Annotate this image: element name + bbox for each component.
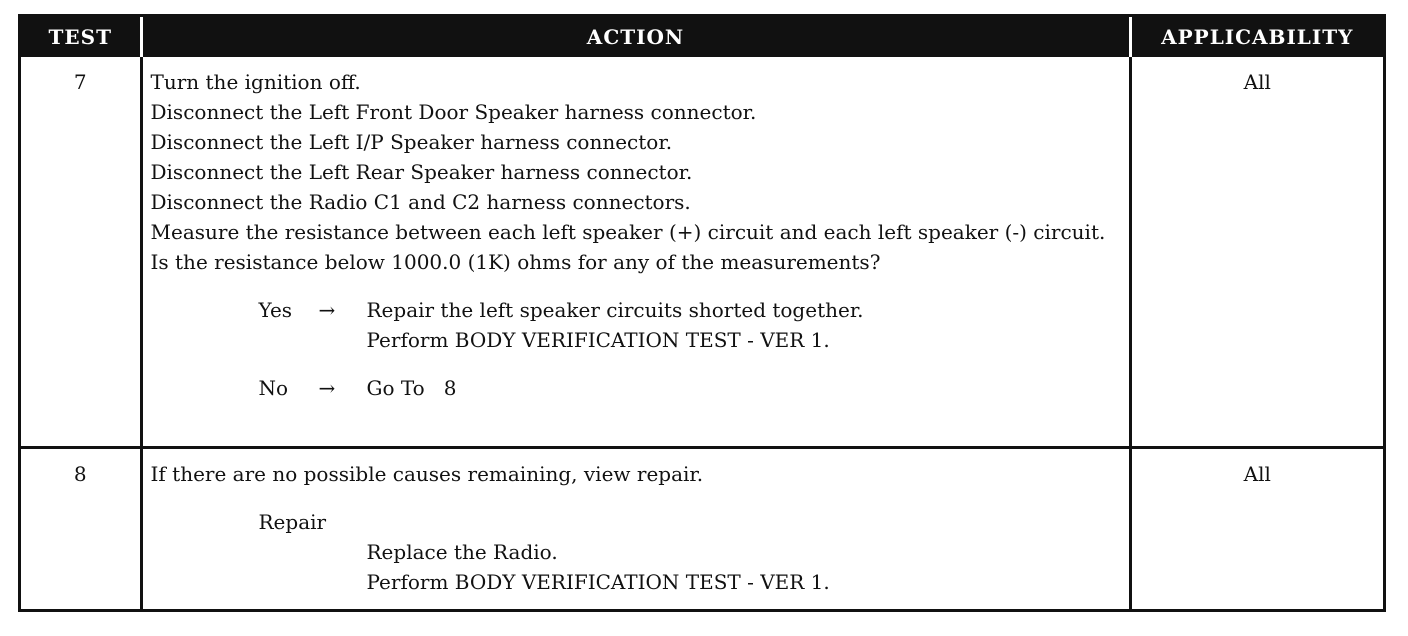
test-number: 8: [21, 447, 141, 612]
column-header-applicability: APPLICABILITY: [1130, 17, 1383, 57]
table-header-row: [21, 17, 1383, 57]
repair-step: Replace the Radio.: [366, 539, 558, 564]
action-step: Disconnect the Left Rear Speaker harness connector.: [150, 160, 693, 184]
action-step: If there are no possible causes remaining, view repair.: [150, 461, 704, 486]
action-question: Is the resistance below 1000.0 (1K) ohms for any of the measurements?: [150, 250, 881, 274]
right-arrow-icon: →: [318, 298, 336, 322]
column-header-action: ACTION: [141, 17, 1130, 57]
repair-step: Perform BODY VERIFICATION TEST - VER 1.: [366, 569, 830, 594]
right-arrow-icon: →: [318, 376, 336, 400]
table-row-test-7: [21, 57, 1383, 447]
answer-yes-step: Repair the left speaker circuits shorted together.: [366, 298, 864, 322]
answer-no-label: No: [258, 376, 289, 400]
applicability-value: All: [1130, 447, 1383, 612]
action-step: Measure the resistance between each left speaker (+) circuit and each left speaker (-) circuit.: [150, 220, 1106, 244]
answer-yes-label: Yes: [258, 298, 293, 322]
test-number: 7: [73, 70, 87, 94]
repair-label: Repair: [258, 509, 327, 534]
applicability-value: All: [1130, 57, 1383, 447]
answer-no: [259, 373, 1123, 403]
action-cell: [141, 57, 1130, 447]
column-header-test: TEST: [21, 17, 141, 57]
diagnostic-table-frame: [18, 14, 1386, 612]
answer-no-goto: Go To 8: [366, 376, 457, 400]
action-cell: [141, 447, 1130, 612]
repair-steps: [367, 537, 1123, 597]
action-step: Disconnect the Left I/P Speaker harness connector.: [150, 130, 673, 154]
diagnostic-table: [21, 17, 1383, 612]
action-step: Disconnect the Radio C1 and C2 harness connectors.: [150, 190, 691, 214]
table-row-test-8: [21, 447, 1383, 612]
answer-yes-body: [367, 295, 1123, 355]
action-step: Turn the ignition off.: [150, 70, 361, 94]
repair-block: [259, 507, 1123, 597]
answer-yes: [259, 295, 1123, 355]
action-step: Disconnect the Left Front Door Speaker harness connector.: [150, 100, 757, 124]
answer-yes-step: Perform BODY VERIFICATION TEST - VER 1.: [366, 328, 830, 352]
